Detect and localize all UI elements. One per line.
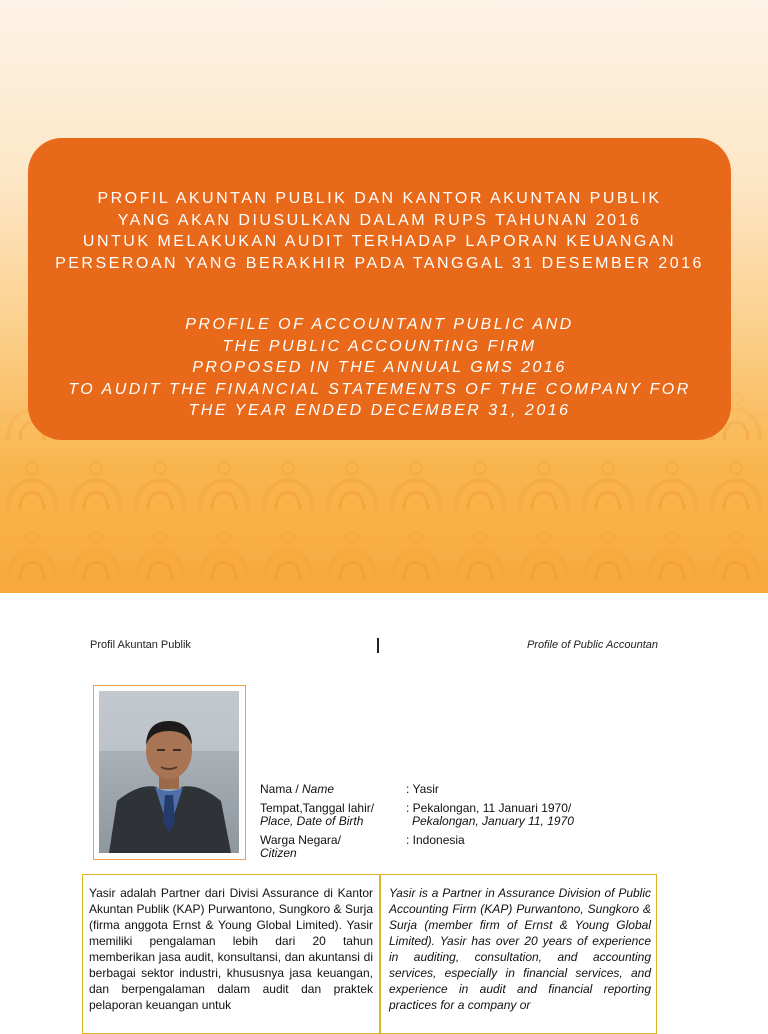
name-label [260, 783, 400, 796]
name-label-id: Nama / [260, 782, 303, 796]
column-divider [379, 875, 381, 1033]
birth-label-en: Place, Date of Birth [260, 814, 364, 828]
citizen-label [260, 834, 400, 860]
title-en-line: THE PUBLIC ACCOUNTING FIRM [222, 337, 537, 355]
birth-value-id: : Pekalongan, 11 Januari 1970/ [406, 801, 572, 815]
title-id-line: PROFIL AKUNTAN PUBLIK DAN KANTOR AKUNTAN PUBLIK [97, 190, 662, 207]
description-english: Yasir is a Partner in Assurance Division of Public Accounting Firm (KAP) Purwantono, Sungkoro & Surja (member firm of Ernst & Young Global Limited). Yasir has over 20 years of experience in auditing, consultation, and accounting services, especially in financial services, and experience in audit and financial reporting practices for a company or [389, 886, 651, 1012]
name-value: : Yasir [406, 782, 439, 796]
header-left: Profil Akuntan Publik [90, 639, 191, 651]
birth-value-en: Pekalongan, January 11, 1970 [412, 814, 574, 828]
title-id-line: PERSEROAN YANG BERAKHIR PADA TANGGAL 31 DESEMBER 2016 [55, 254, 704, 272]
title-english [28, 314, 731, 422]
birth-value [406, 802, 574, 828]
title-en-line: PROPOSED IN THE ANNUAL GMS 2016 [192, 359, 567, 376]
person-portrait-icon [99, 691, 239, 853]
birth-label [260, 802, 400, 828]
personal-details [260, 783, 680, 866]
profile-page [0, 593, 768, 1024]
citizen-value: : Indonesia [406, 833, 465, 847]
header-divider [377, 638, 379, 653]
title-box [28, 138, 731, 440]
title-id-line: YANG AKAN DIUSULKAN DALAM RUPS TAHUNAN 2016 [117, 211, 642, 229]
description-table [82, 874, 657, 1034]
title-en-line: PROFILE OF ACCOUNTANT PUBLIC AND [185, 316, 574, 333]
portrait-photo [99, 691, 240, 854]
birth-label-id: Tempat,Tanggal lahir/ [260, 801, 375, 815]
citizen-label-id: Warga Negara/ [260, 833, 341, 847]
name-label-en: Name [302, 782, 335, 796]
title-en-line: TO AUDIT THE FINANCIAL STATEMENTS OF THE COMPANY FOR [68, 380, 691, 398]
title-indonesian [28, 188, 731, 274]
title-id-line: UNTUK MELAKUKAN AUDIT TERHADAP LAPORAN KEUANGAN [82, 233, 677, 250]
citizen-label-en: Citizen [260, 846, 297, 860]
description-indonesian: Yasir adalah Partner dari Divisi Assurance di Kantor Akuntan Publik (KAP) Purwantono, Sungkoro & Surja (firma anggota Ernst & Young Global Limited). Yasir memiliki pengalaman lebih dari 20 tahun memberikan jasa audit, konsultansi, dan akuntansi di berbagai sektor industri, khususnya jasa keuangan, dan berpengalaman dalam audit dan praktek pelaporan keuangan untuk [89, 886, 373, 1012]
portrait-photo-frame [93, 685, 246, 860]
header-right: Profile of Public Accountan [526, 639, 658, 651]
title-en-line: THE YEAR ENDED DECEMBER 31, 2016 [188, 402, 571, 419]
